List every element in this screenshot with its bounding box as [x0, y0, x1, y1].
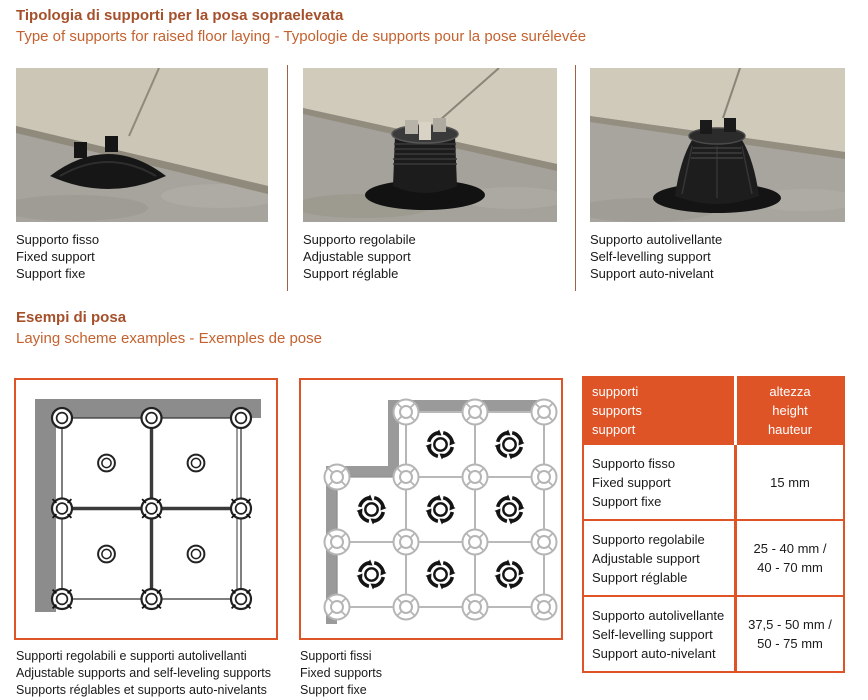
header-line: hauteur	[767, 422, 813, 437]
cell-line: Self-levelling support	[592, 626, 713, 642]
caption-line: Supporti regolabili e supporti autolivellanti	[16, 649, 247, 663]
section2-subtitle: Laying scheme examples - Exemples de pose	[16, 330, 322, 347]
section1-subtitle: Type of supports for raised floor laying - Typologie de supports pour la pose surélevée	[16, 28, 587, 45]
caption-line: Support auto-nivelant	[590, 266, 714, 281]
fixed-support-photo	[16, 68, 268, 222]
section1-title: Tipologia di supporti per la posa sopraelevata	[16, 7, 344, 24]
cell-line: Support fixe	[592, 493, 662, 509]
caption-self-levelling-support	[590, 231, 722, 282]
cell-line: 25 - 40 mm /	[753, 541, 827, 556]
cell-line: Support réglable	[592, 569, 688, 585]
caption-line: Supporto autolivellante	[590, 232, 723, 247]
table-row	[583, 596, 844, 672]
caption-diagram-fixed	[300, 648, 382, 699]
header-line: height	[772, 403, 808, 418]
caption-fixed-support	[16, 231, 99, 282]
caption-line: Supporto fisso	[16, 232, 100, 247]
table-row	[583, 444, 844, 520]
caption-line: Support fixe	[300, 683, 367, 697]
caption-line: Supports réglables et supports auto-nivelants	[16, 683, 267, 697]
caption-adjustable-support	[303, 231, 416, 282]
header-line: supporti	[592, 384, 639, 399]
header-line: altezza	[769, 384, 811, 399]
cell-line: Fixed support	[592, 474, 671, 490]
cell-line: Supporto fisso	[592, 455, 676, 471]
cell-support-self-levelling	[583, 596, 736, 672]
caption-line: Supporti fissi	[300, 649, 372, 663]
photo-divider-1	[287, 65, 288, 291]
caption-line: Support réglable	[303, 266, 399, 281]
cell-height-adjustable	[736, 520, 845, 596]
diagram-adjustable-supports	[14, 378, 278, 640]
cell-height-self-levelling	[736, 596, 845, 672]
caption-line: Adjustable supports and self-leveling supports	[16, 666, 272, 680]
cell-support-fixed	[583, 444, 736, 520]
section2-title: Esempi di posa	[16, 309, 127, 326]
photo-divider-2	[575, 65, 576, 291]
caption-line: Support fixe	[16, 266, 86, 281]
self-levelling-support-photo	[590, 68, 845, 222]
adjustable-support-photo	[303, 68, 557, 222]
cell-line: 40 - 70 mm	[757, 560, 823, 575]
header-line: supports	[592, 403, 642, 418]
supports-height-table	[582, 376, 845, 673]
cell-line: Supporto regolabile	[592, 531, 705, 547]
table-header-supports	[583, 377, 736, 444]
cell-line: 37,5 - 50 mm /	[748, 617, 832, 632]
cell-support-adjustable	[583, 520, 736, 596]
caption-line: Supporto regolabile	[303, 232, 416, 247]
table-header-row	[583, 377, 844, 444]
header-line: support	[592, 422, 636, 437]
caption-line: Fixed supports	[300, 666, 382, 680]
caption-line: Self-levelling support	[590, 249, 711, 264]
table-header-height	[736, 377, 845, 444]
cell-line: 15 mm	[770, 474, 810, 490]
diagram-fixed-supports	[299, 378, 563, 640]
cell-line: Adjustable support	[592, 550, 700, 566]
cell-line: 50 - 75 mm	[757, 636, 823, 651]
cell-line: Supporto autolivellante	[592, 607, 725, 623]
caption-line: Fixed support	[16, 249, 95, 264]
caption-diagram-adjustable	[16, 648, 271, 699]
table-row	[583, 520, 844, 596]
caption-line: Adjustable support	[303, 249, 411, 264]
cell-height-fixed	[736, 444, 845, 520]
cell-line: Support auto-nivelant	[592, 645, 716, 661]
